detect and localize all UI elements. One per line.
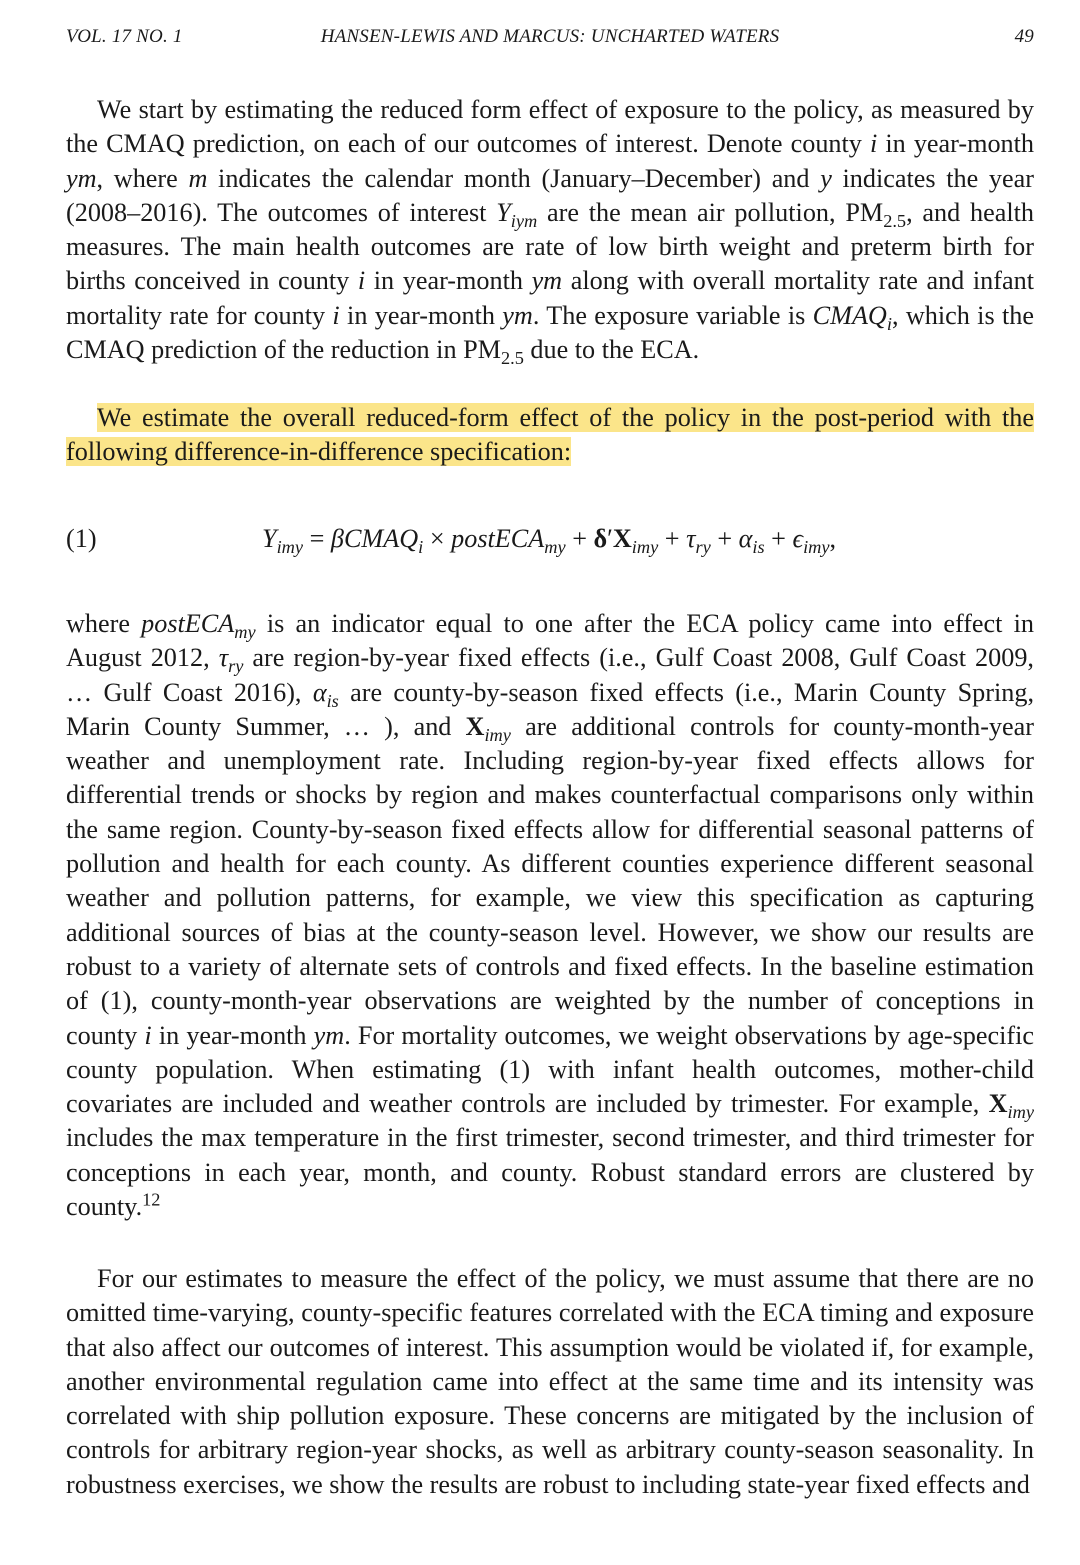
paragraph-reduced-form-intro: We start by estimating the reduced form effect of exposure to the policy, as measured by the CMAQ prediction, on each of our outcomes of interest. Denote county i in year-month ym, where m indicates the calendar month (January–December) and y indicates the year (2008–2016). The outcomes of interest $Y_{iym}$ are the mean air pollution, $PM_{2.5}$, and health measures. The main health outcomes are rate of low birth weight and preterm birth for births conceived in county i in year-month ym along with overall mortality rate and infant mortality rate for county i in year-month ym. The exposure variable is $CMAQ_i$, which is the CMAQ prediction of the reduction in $PM_{2.5}$ due to the ECA.	[66, 95, 1035, 369]
equation-body: $Y_{imy}$ = βCMAQ$_i$ × postECA$_{my}$ + $\delta'X_{imy} + \tau_{ry} + \alpha_{is} + \epsilon_{imy}$,	[262, 524, 837, 558]
equation-number: (1)	[66, 524, 97, 553]
page-number: 49	[1014, 26, 1034, 47]
paragraph-identification-assumption: For our estimates to measure the effect of the policy, we must assume that there are no omitted time-varying, county-specific features correlated with the ECA timing and exposure that also affect our outcomes of interest. This assumption would be violated if, for example, another environmental regulation came into effect at the same time and its intensity was correlated with ship pollution exposure. These concerns are mitigated by the inclusion of controls for arbitrary region-year shocks, as well as arbitrary county-season seasonality. In robustness exercises, we show the results are robust to including state-year fixed effects and	[66, 1264, 1034, 1499]
paragraph-highlighted-spec	[66, 401, 1034, 470]
equation-1	[66, 519, 1034, 559]
running-title: HANSEN-LEWIS AND MARCUS: UNCHARTED WATERS	[320, 26, 780, 47]
highlighted-sentence: We estimate the overall reduced-form effect of the policy in the post-period with the following difference-in-difference specification:	[66, 403, 1034, 467]
running-header	[66, 26, 1034, 52]
paragraph-specification-details: where postECA$_{my}$ is an indicator equal to one after the ECA policy came into effect in August 2012, $\tau_{ry}$ are region-by-year fixed effects (i.e., Gulf Coast 2008, Gulf Coast 2009, … Gulf Coast 2016), $\alpha_{is}$ are county-by-season fixed effects (i.e., Marin County Spring, Marin County Summer, … ), and $X_{imy}$ are additional controls for county-month-year weather and unemployment rate. Including region-by-year fixed effects allows for differential trends or shocks by region and makes counterfactual comparisons only within the same region. County-by-season fixed effects allow for differential seasonal patterns of pollution and health for each county. As different counties experience different seasonal weather and pollution patterns, for example, we view this specification as capturing additional sources of bias at the county-season level. However, we show our results are robust to a variety of alternate sets of controls and fixed effects. In the baseline estimation of (1), county-month-year observations are weighted by the number of conceptions in county i in year-month ym. For mortality outcomes, we weight observations by age-specific county population. When estimating (1) with infant health outcomes, mother-child covariates are included and weather controls are included by trimester. For example, $X_{imy}$ includes the max temperature in the first trimester, second trimester, and third trimester for conceptions in each year, month, and county. Robust standard errors are clustered by county.$^{12}$	[66, 609, 1035, 1222]
journal-volume: VOL. 17 NO. 1	[66, 26, 183, 47]
footnote-marker[interactable]: 12	[142, 1189, 161, 1210]
